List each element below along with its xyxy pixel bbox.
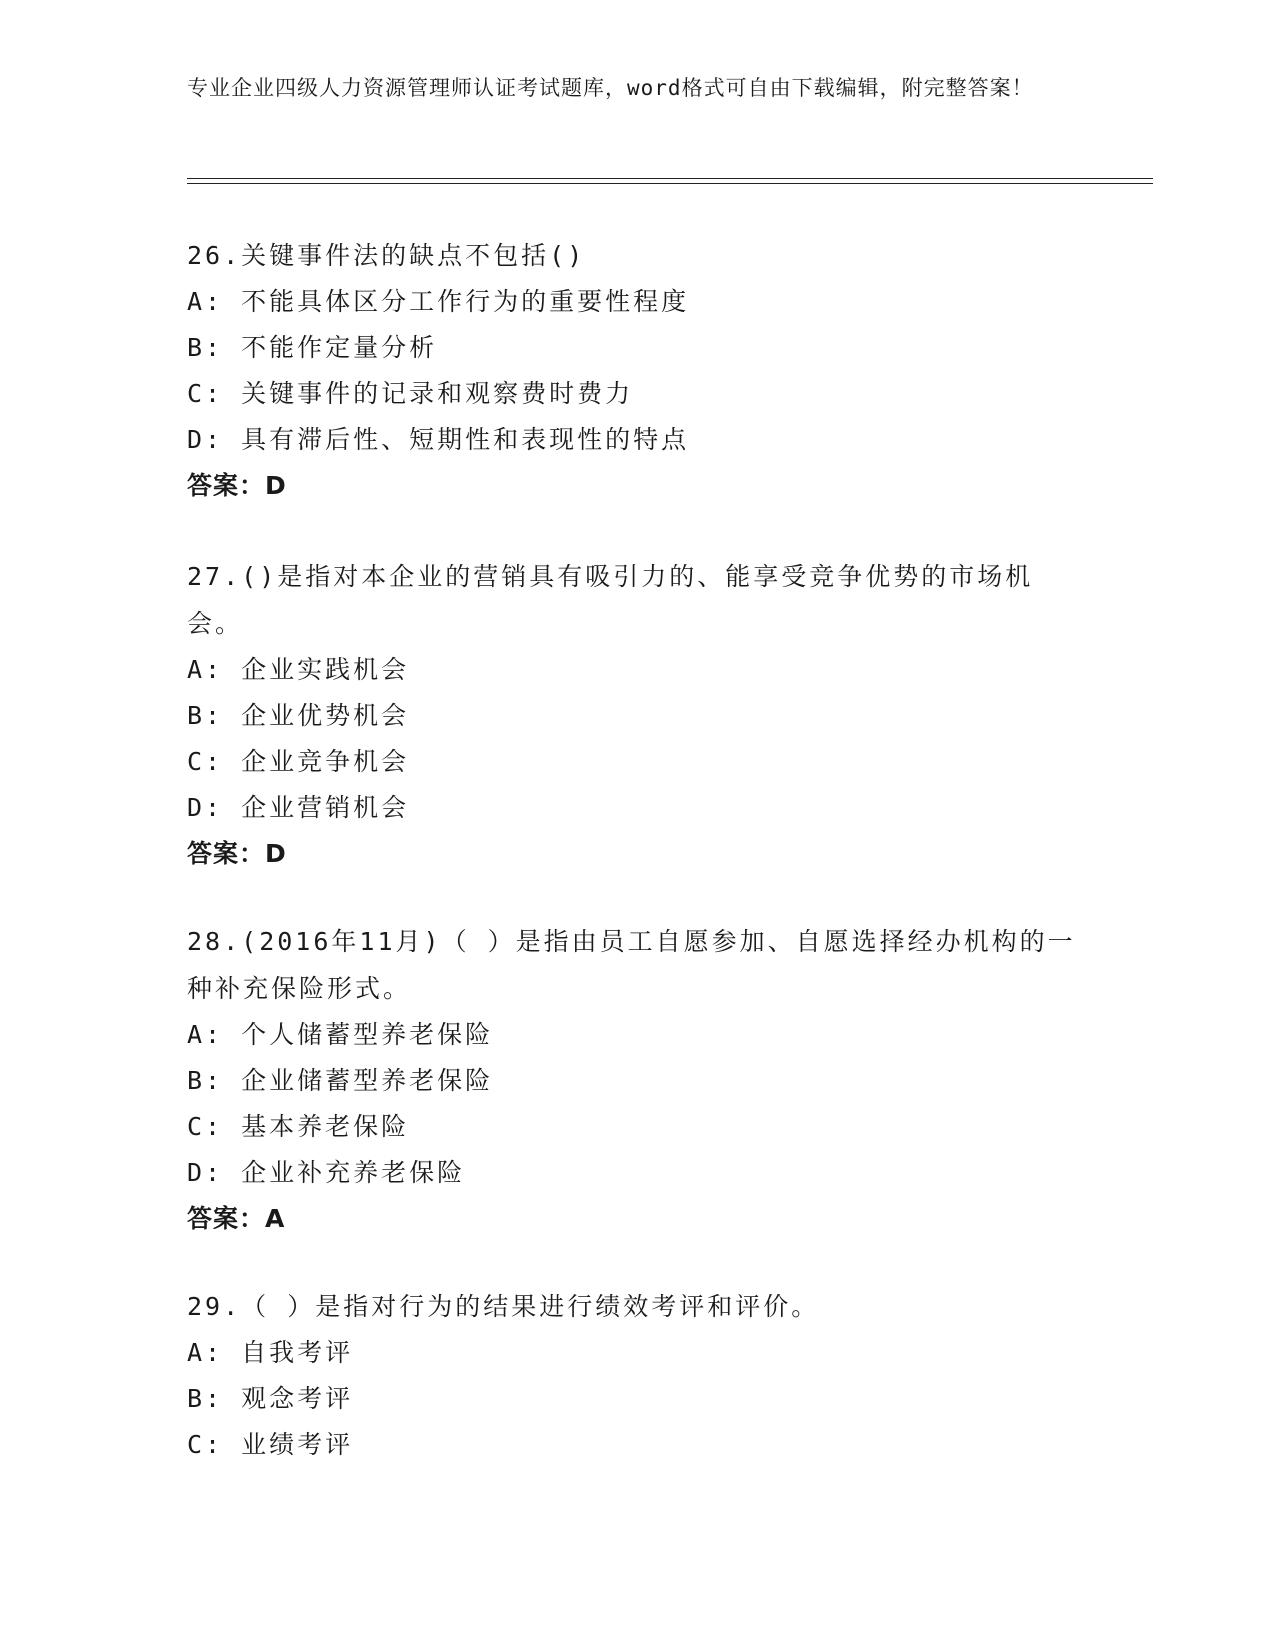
question-26 (187, 232, 1087, 509)
document-header: 专业企业四级人力资源管理师认证考试题库，word格式可自由下载编辑，附完整答案！ (187, 76, 1034, 100)
option-b: B: 企业优势机会 (187, 701, 410, 730)
header-divider-bottom (187, 183, 1153, 184)
question-stem: 28.(2016年11月)（ ）是指由员工自愿参加、自愿选择经办机构的一种补充保险形式。 (187, 927, 1076, 1003)
question-stem: 27.()是指对本企业的营销具有吸引力的、能享受竞争优势的市场机会。 (187, 562, 1034, 638)
option-d: D: 企业营销机会 (187, 793, 410, 822)
question-27 (187, 553, 1087, 877)
option-a: A: 自我考评 (187, 1338, 354, 1367)
option-b: B: 企业储蓄型养老保险 (187, 1066, 494, 1095)
option-c: C: 关键事件的记录和观察费时费力 (187, 379, 634, 408)
answer: 答案：D (187, 839, 287, 868)
question-stem: 26.关键事件法的缺点不包括() (187, 241, 586, 270)
answer: 答案：D (187, 471, 287, 500)
question-29 (187, 1283, 1087, 1468)
answer: 答案：A (187, 1204, 286, 1233)
option-a: A: 不能具体区分工作行为的重要性程度 (187, 287, 690, 316)
option-d: D: 企业补充养老保险 (187, 1158, 466, 1187)
option-c: C: 企业竞争机会 (187, 747, 410, 776)
option-b: B: 观念考评 (187, 1384, 354, 1413)
option-a: A: 个人储蓄型养老保险 (187, 1020, 494, 1049)
question-stem: 29.（ ）是指对行为的结果进行绩效考评和评价。 (187, 1292, 820, 1321)
question-28 (187, 918, 1087, 1242)
option-c: C: 业绩考评 (187, 1430, 354, 1459)
option-d: D: 具有滞后性、短期性和表现性的特点 (187, 425, 690, 454)
option-b: B: 不能作定量分析 (187, 333, 438, 362)
header-divider-top (187, 178, 1153, 179)
option-a: A: 企业实践机会 (187, 655, 410, 684)
option-c: C: 基本养老保险 (187, 1112, 410, 1141)
